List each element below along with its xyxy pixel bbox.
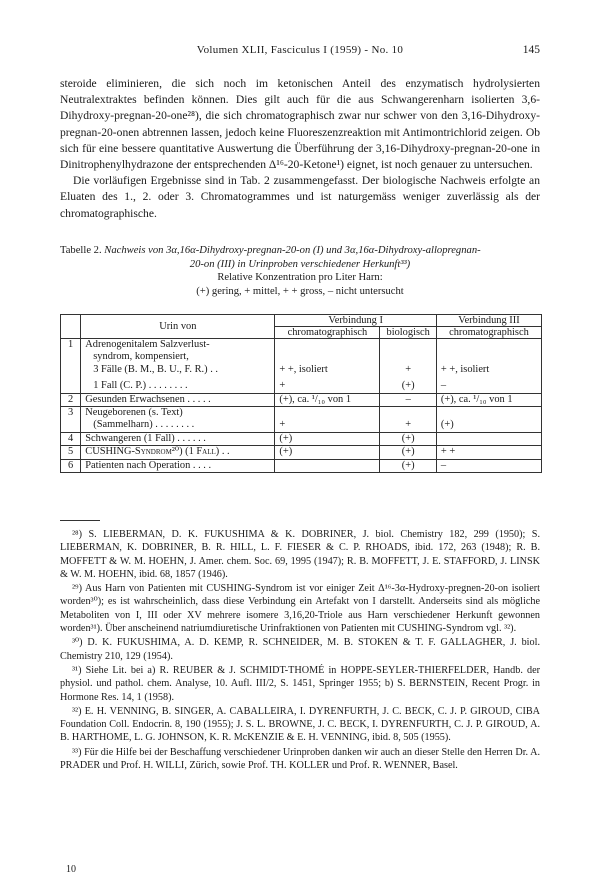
row-urin xyxy=(81,393,275,406)
subheader-bio: biologisch xyxy=(380,327,436,339)
caption-title-1: Nachweis von 3α,16α-Dihydroxy-pregnan-20-on (I) und 3α,16α-Dihydroxy-allopregnan- xyxy=(104,245,481,256)
footnote: ²⁸) S. LIEBERMAN, D. K. FUKUSHIMA & K. DOBRINER, J. biol. Chemistry 182, 299 (1950); S. LIEBERMAN, K. DOBRINER, B. R. HILL, L. F. FIESER & C. P. RHOADS, ibid. 172, 263 (1948); R. B. MOFFETT & W. M. HOEHN, J. Amer. chem. Soc. 69, 1995 (1947); R. B. MOFFETT, J. E. STAFFORD, J. LINSK & W. M. HOEHN, ibid. 68, 1857 (1946). xyxy=(60,529,540,580)
row-urin-line: (Sammelharn) . . . . . . . . xyxy=(93,419,195,431)
table-row xyxy=(61,446,542,459)
caption-legend: (+) gering, + mittel, + + gross, – nicht untersucht xyxy=(196,285,404,297)
cell-value: (+) xyxy=(279,432,293,444)
paragraph-2: Die vorläufigen Ergebnisse sind in Tab. 2 zusammengefasst. Der biologische Nachweis erfolgte an Eluaten des 1., 2. oder 3. Chromatogrammes und ist naturgemäss weniger zuverlässig als der chromatographische. xyxy=(60,174,540,220)
footnote: ³³) Für die Hilfe bei der Beschaffung verschiedener Urinproben danken wir auch an dieser Stelle den Herren Dr. A. PRADER und Prof. H. WILLI, Zürich, sowie Prof. TH. KOLLER und Prof. R. WENNER, Basel. xyxy=(60,746,540,772)
row-number: 4 xyxy=(61,432,81,445)
footnote: ²⁹) Aus Harn von Patienten mit CUSHING-Syndrom ist vor einiger Zeit Δ¹⁶-3α-Hydroxy-pregnen-20-on isoliert worden³⁰); es ist wahrscheinlich, dass diese Verbindung ein Artefakt von I darstellt. Anderseits sind als mögliche Metaboliten von I, III oder XV mehrere isomere 3,16,20-Triole aus Harn verschiedener Herkunft gewonnen worden³¹). Über anscheinend natriumdiuretische Urinfraktionen von Patienten mit CUSHING-Syndrom vgl. ³²). xyxy=(60,583,540,635)
header-number xyxy=(61,315,81,339)
row-urin xyxy=(81,407,275,433)
footnote-separator xyxy=(60,520,100,521)
cell-value: + +, isoliert xyxy=(440,363,490,375)
cell-value: + xyxy=(279,419,286,431)
header-urin: Urin von xyxy=(81,315,275,339)
cell-value: (+) xyxy=(401,432,415,444)
row-v1-chrom xyxy=(275,339,380,394)
cell-value: – xyxy=(405,393,411,405)
cell-value: (+), ca. ¹/₁₀ von 1 xyxy=(440,393,513,405)
page-footer: 10 xyxy=(66,864,76,875)
row-v1-bio xyxy=(380,446,436,459)
row-v1-bio xyxy=(380,339,436,394)
row-v3-chrom xyxy=(436,407,541,433)
row-urin xyxy=(81,446,275,459)
caption-title-line-1 xyxy=(60,244,540,258)
journal-header: Volumen XLII, Fasciculus I (1959) - No. 10 xyxy=(196,44,404,56)
row-urin-line: Schwangeren (1 Fall) . . . . . . xyxy=(85,432,206,444)
cell-value: (+) xyxy=(401,459,415,471)
row-v1-chrom xyxy=(275,393,380,406)
table-row xyxy=(61,407,542,433)
row-urin-subline: 1 Fall (C. P.) . . . . . . . . xyxy=(93,380,188,392)
table-row xyxy=(61,432,542,445)
row-v1-bio xyxy=(380,407,436,433)
row-urin xyxy=(81,459,275,472)
footnotes xyxy=(60,528,540,773)
caption-label: Tabelle 2. xyxy=(60,245,102,256)
row-number: 5 xyxy=(61,446,81,459)
row-number: 1 xyxy=(61,339,81,394)
table-row xyxy=(61,339,542,394)
row-urin-line: syndrom, kompensiert, xyxy=(93,351,189,363)
row-v1-bio xyxy=(380,459,436,472)
row-urin-line: CUSHING-Syndrom²⁰) (1 Fall) . . xyxy=(85,446,230,458)
row-number: 6 xyxy=(61,459,81,472)
row-v1-chrom xyxy=(275,459,380,472)
cell-value: (+) xyxy=(440,419,454,431)
cell-value: + xyxy=(405,363,412,375)
row-urin xyxy=(81,432,275,445)
table-header-row xyxy=(61,315,542,327)
row-v3-chrom xyxy=(436,459,541,472)
row-urin xyxy=(81,339,275,394)
cell-value: (+) xyxy=(279,446,293,458)
subheader-chrom-1: chromatographisch xyxy=(275,327,380,339)
cell-value: + xyxy=(279,380,286,392)
header-verbindung-1: Verbindung I xyxy=(275,315,437,327)
row-v3-chrom xyxy=(436,432,541,445)
footnote: ³⁰) D. K. FUKUSHIMA, A. D. KEMP, R. SCHNEIDER, M. B. STOKEN & T. F. GALLAGHER, J. biol. Chemistry 210, 129 (1954). xyxy=(60,637,540,662)
row-urin-line: 3 Fälle (B. M., B. U., F. R.) . . xyxy=(93,363,218,375)
cell-value: + xyxy=(405,419,412,431)
row-number: 2 xyxy=(61,393,81,406)
subheader-chrom-3: chromatographisch xyxy=(436,327,541,339)
row-v1-bio xyxy=(380,432,436,445)
row-number: 3 xyxy=(61,407,81,433)
cell-value: (+), ca. ¹/₁₀ von 1 xyxy=(279,393,352,405)
cell-value: – xyxy=(440,380,447,392)
cell-value: (+) xyxy=(401,380,415,392)
row-v1-bio xyxy=(380,393,436,406)
cell-value: + + xyxy=(440,446,456,458)
row-v1-chrom xyxy=(275,407,380,433)
page-number: 145 xyxy=(522,44,540,56)
table-row xyxy=(61,393,542,406)
cell-value: (+) xyxy=(401,446,415,458)
row-v1-chrom xyxy=(275,432,380,445)
footnote: ³¹) Siehe Lit. bei a) R. REUBER & J. SCHMIDT-THOMÉ in HOPPE-SEYLER-THIERFELDER, Handb. der physiol. und pathol. chem. Analyse, 10. Aufl. III/2, S. 1451, Springer 1955; b) S. BERNSTEIN, Recent Progr. in Hormone Res. 14, 1 (1958). xyxy=(60,664,540,703)
caption-subtitle: Relative Konzentration pro Liter Harn: xyxy=(217,272,383,284)
header-verbindung-3: Verbindung III xyxy=(436,315,541,327)
row-v3-chrom xyxy=(436,446,541,459)
footnote: ³²) E. H. VENNING, B. SINGER, A. CABALLEIRA, I. DYRENFURTH, J. C. BECK, C. J. P. GIROUD, CIBA Foundation Coll. Endocrin. 8, 190 (1955); J. S. L. BROWNE, J. C. BECK, I. DYRENFURTH, C. J. P. GIROUD, A. B. HARTHOME, L. G. JOHNSON, K. R. McKENZIE & E. H. VENNING, ibid. 8, 505 (1955). xyxy=(60,705,540,744)
cell-value: + +, isoliert xyxy=(279,363,328,375)
row-urin-line: Gesunden Erwachsenen . . . . . xyxy=(85,393,211,405)
table-caption xyxy=(60,244,540,298)
row-v1-chrom xyxy=(275,446,380,459)
paragraph-1: steroide eliminieren, die sich noch im ketonischen Anteil des enzymatisch hydrolysierten Neutralextraktes befinden können. Dies gilt auch für die aus Schwangerenharn isolierten 3,6-Dihydroxy-pregnan-20-one²⁸), die sich chromatographisch zwar nur schwer von den 3,16-Dihydroxy-pregnan-20-onen abtrennen lassen, jedoch keine Fluoreszenzreaktion mit Antimontrichlorid zeigen. Ob sich für eine bessere quantitative Auswertung die Überführung der 3,16-Dihydroxy-pregnan-20-one in Dinitrophenylhydrazone der entsprechenden Δ¹⁶-20-Ketone¹) eignet, ist noch genauer zu untersuchen. xyxy=(60,77,540,172)
row-urin-line: Neugeborenen (s. Text) xyxy=(85,407,183,419)
table-row xyxy=(61,459,542,472)
cell-value: – xyxy=(440,459,447,471)
row-urin-line: Adrenogenitalem Salzverlust- xyxy=(85,339,210,350)
row-v3-chrom xyxy=(436,393,541,406)
running-header xyxy=(60,44,540,60)
row-urin-line: Patienten nach Operation . . . . xyxy=(85,459,212,471)
caption-title-line-2: 20-on (III) in Urinproben verschiedener Herkunft³³) xyxy=(189,258,411,270)
row-v3-chrom xyxy=(436,339,541,394)
body-text xyxy=(60,76,540,222)
results-table xyxy=(60,314,542,473)
